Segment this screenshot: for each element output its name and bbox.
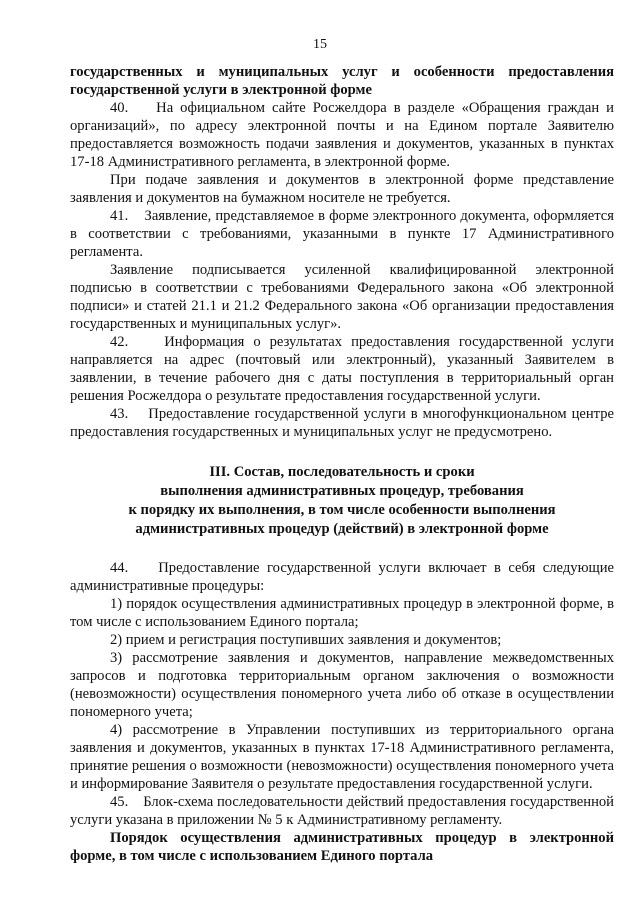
section-heading-line: административных процедур (действий) в электронной форме [135, 521, 549, 537]
paragraph-41-continued: Заявление подписывается усиленной квалифицированной электронной подписью в соответствии с требованиями Федерального закона «Об электронной подписи» и статей 21.1 и 21.2 Федерального закона «Об организации предоставления государственных и муниципальных услуг». [70, 262, 614, 332]
list-item-2: 2) прием и регистрация поступивших заявления и документов; [110, 632, 502, 648]
section-heading-line: к порядку их выполнения, в том числе особенности выполнения [128, 502, 556, 518]
section-heading-line: выполнения административных процедур, требования [160, 483, 524, 499]
paragraph-41: 41. Заявление, представляемое в форме электронного документа, оформляется в соответствии с требованиями, указанными в пункте 17 Административного регламента. [70, 208, 614, 260]
paragraph-40-continued: При подаче заявления и документов в электронной форме представление заявления и документов на бумажном носителе не требуется. [70, 172, 614, 206]
section-heading-line: III. Состав, последовательность и сроки [209, 464, 475, 480]
carry-over-heading: государственных и муниципальных услуг и особенности предоставления государственной услуги в электронной форме [70, 64, 614, 98]
paragraph-43: 43. Предоставление государственной услуги в многофункциональном центре предоставления государственных и муниципальных услуг не предусмотрено. [70, 406, 614, 440]
section-heading [70, 463, 614, 539]
paragraph-40: 40. На официальном сайте Росжелдора в разделе «Обращения граждан и организаций», по адресу электронной почты и на Едином портале Заявителю предоставляется возможность подачи заявления и документов, указанных в пунктах 17-18 Административного регламента, в электронной форме. [70, 100, 614, 170]
list-item-1: 1) порядок осуществления административных процедур в электронной форме, в том числе с использованием Единого портала; [70, 596, 614, 630]
list-item-4: 4) рассмотрение в Управлении поступивших из территориального органа заявления и документов, указанных в пунктах 17-18 Административного регламента, принятие решения о возможности (невозможности) осуществления пономерного учета и информирование Заявителя о результате предоставления государственной услуги. [70, 722, 614, 792]
paragraph-45: 45. Блок-схема последовательности действий предоставления государственной услуги указана в приложении № 5 к Административному регламенту. [70, 794, 614, 828]
paragraph-44: 44. Предоставление государственной услуги включает в себя следующие административные процедуры: [70, 560, 614, 594]
page-number: 15 [313, 37, 327, 52]
page-content [70, 63, 614, 865]
list-item-3: 3) рассмотрение заявления и документов, направление межведомственных запросов и подготовка территориальным органом заключения о возможности (невозможности) осуществления пономерного учета либо об отказе в осуществлении пономерного учета; [70, 650, 614, 720]
subsection-heading: Порядок осуществления административных процедур в электронной форме, в том числе с использованием Единого портала [70, 830, 614, 864]
paragraph-42: 42. Информация о результатах предоставления государственной услуги направляется на адрес (почтовый или электронный), указанный Заявителем в заявлении, в течение рабочего дня с даты поступления в территориальный орган решения Росжелдора о результате предоставления государственной услуги. [70, 334, 614, 404]
